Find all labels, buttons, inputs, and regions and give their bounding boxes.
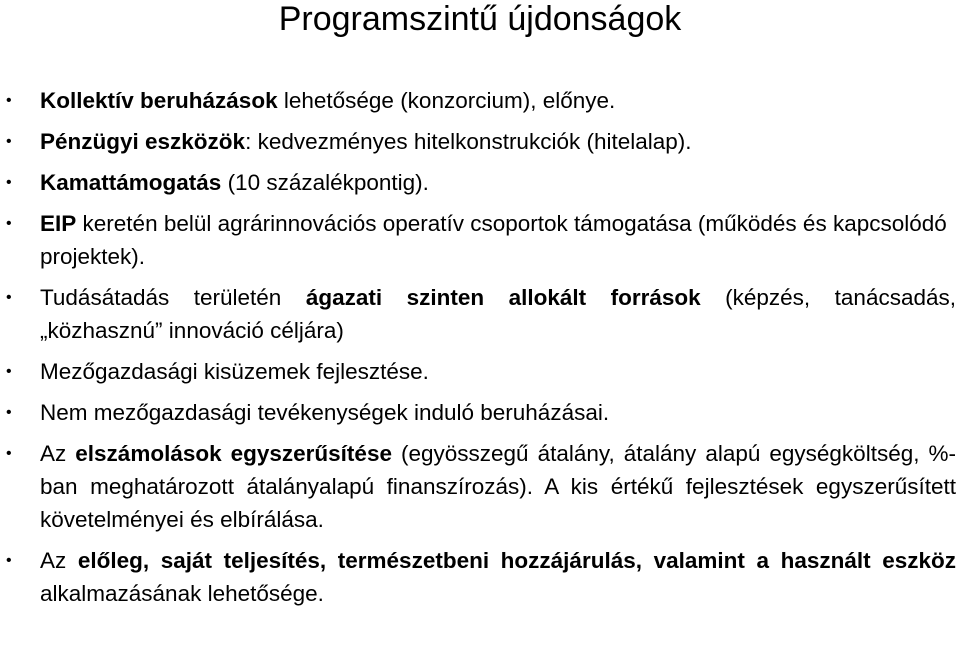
bullet-item (0, 207, 960, 273)
bullet-dot-icon: • (6, 174, 12, 191)
bullet-text: Kollektív beruházások (40, 88, 278, 113)
bullet-dot-icon: • (6, 445, 12, 462)
bullet-dot-icon: • (6, 404, 12, 421)
bullet-item (0, 125, 960, 158)
bullet-text: Tudásátadás területén (40, 285, 306, 310)
bullet-text: (egyösszegű átalány, átalány alapú egységköltség, %-ban meghatározott átalányalapú finanszírozás). A kis értékű fejlesztések egyszerűsített követelményei és elbírálása. (40, 441, 956, 532)
bullet-text: Az (40, 441, 76, 466)
bullet-dot-icon: • (6, 363, 12, 380)
bullet-dot-icon: • (6, 133, 12, 150)
bullet-dot-icon: • (6, 289, 12, 306)
bullet-text: alkalmazásának lehetősége. (40, 581, 324, 606)
bullet-text: Kamattámogatás (40, 170, 222, 195)
bullet-item (0, 396, 960, 429)
bullet-text: keretén belül agrárinnovációs operatív csoportok támogatása (működés és kapcsolódó projektek). (40, 211, 947, 269)
slide-title: Programszintű újdonságok (278, 0, 682, 38)
bullet-text: EIP (40, 211, 77, 236)
bullet-text: ágazati szinten allokált források (305, 285, 701, 310)
bullet-text: lehetősége (konzorcium), előnye. (277, 88, 616, 113)
bullet-item (0, 166, 960, 199)
bullet-dot-icon: • (6, 215, 12, 232)
bullet-text: (10 százalékpontig). (221, 170, 429, 195)
bullet-dot-icon: • (6, 92, 12, 109)
bullet-text: Az (40, 548, 78, 573)
bullet-text: Mezőgazdasági kisüzemek fejlesztése. (40, 359, 429, 384)
bullet-text: (képzés, tanácsadás, „közhasznú” innováció céljára) (40, 285, 956, 343)
bullet-text: elszámolások egyszerűsítése (75, 441, 392, 466)
bullet-text: : kedvezményes hitelkonstrukciók (hitelalap). (245, 129, 692, 154)
bullet-item (0, 437, 960, 536)
bullet-item (0, 544, 960, 610)
bullet-text: Nem mezőgazdasági tevékenységek induló beruházásai. (40, 400, 610, 425)
bullet-item (0, 281, 960, 347)
bullet-item (0, 355, 960, 388)
bullet-list (0, 84, 960, 618)
bullet-text: előleg, saját teljesítés, természetbeni hozzájárulás, valamint a használt eszköz (77, 548, 956, 573)
bullet-item (0, 84, 960, 117)
bullet-text: Pénzügyi eszközök (40, 129, 246, 154)
bullet-dot-icon: • (6, 552, 12, 569)
